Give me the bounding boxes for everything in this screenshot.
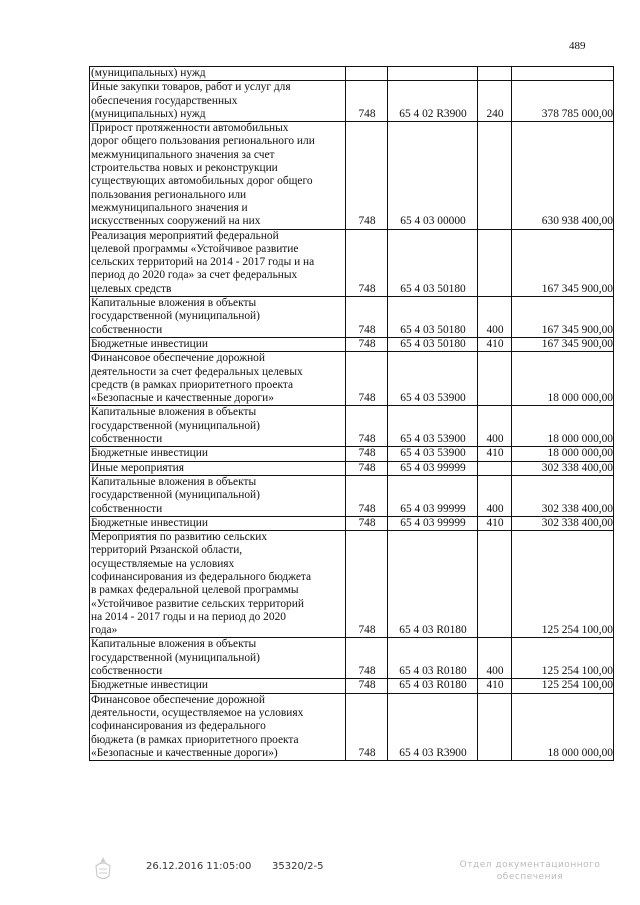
budget-table (89, 66, 614, 761)
row-amount: 167 345 900,00 (512, 229, 614, 296)
row-code: 748 (346, 229, 388, 296)
row-amount: 167 345 900,00 (512, 337, 614, 351)
table-row (90, 693, 614, 760)
row-amount: 125 254 100,00 (512, 531, 614, 638)
row-amount: 302 338 400,00 (512, 516, 614, 530)
footer (0, 859, 640, 889)
row-name: Бюджетные инвестиции (90, 679, 346, 693)
row-amount: 302 338 400,00 (512, 475, 614, 516)
row-type: 410 (478, 516, 512, 530)
row-article: 65 4 03 99999 (388, 516, 478, 530)
row-type (478, 352, 512, 406)
row-name: Финансовое обеспечение дорожной деятельности, осуществляемое на условиях софинансирования из федерального бюджета (в рамках приоритетного проекта «Безопасные и качественные дороги») (90, 693, 346, 760)
row-amount: 167 345 900,00 (512, 297, 614, 338)
row-type (478, 693, 512, 760)
row-article: 65 4 03 R0180 (388, 679, 478, 693)
table-row (90, 679, 614, 693)
row-type: 410 (478, 337, 512, 351)
table-row (90, 67, 614, 81)
row-code: 748 (346, 406, 388, 447)
row-code (346, 67, 388, 81)
row-code: 748 (346, 81, 388, 122)
row-code: 748 (346, 461, 388, 475)
row-type: 400 (478, 406, 512, 447)
row-article: 65 4 03 50180 (388, 297, 478, 338)
row-article: 65 4 03 53900 (388, 447, 478, 461)
row-article: 65 4 03 99999 (388, 461, 478, 475)
row-type: 400 (478, 297, 512, 338)
row-amount: 18 000 000,00 (512, 447, 614, 461)
row-amount (512, 67, 614, 81)
row-article: 65 4 03 50180 (388, 229, 478, 296)
row-article: 65 4 03 99999 (388, 475, 478, 516)
table-row (90, 447, 614, 461)
row-code: 748 (346, 297, 388, 338)
page-number: 489 (569, 40, 586, 52)
row-article: 65 4 03 R0180 (388, 638, 478, 679)
row-amount: 302 338 400,00 (512, 461, 614, 475)
row-amount: 378 785 000,00 (512, 81, 614, 122)
row-name: Реализация мероприятий федеральной целевой программы «Устойчивое развитие сельских территорий на 2014 - 2017 годы и на период до 2020 года» за счет федеральных целевых средств (90, 229, 346, 296)
table-row (90, 516, 614, 530)
row-code: 748 (346, 337, 388, 351)
row-name: Финансовое обеспечение дорожной деятельности за счет федеральных целевых средств (в рамках приоритетного проекта «Безопасные и качественные дороги» (90, 352, 346, 406)
row-amount: 125 254 100,00 (512, 638, 614, 679)
row-name: Прирост протяженности автомобильных дорог общего пользования регионального или межмуниципального значения за счет строительства новых и реконструкции существующих автомобильных дорог общего пользования регионального или межмуниципального значения и искусственных сооружений на них (90, 122, 346, 229)
row-code: 748 (346, 638, 388, 679)
table-row (90, 122, 614, 229)
row-article: 65 4 03 50180 (388, 337, 478, 351)
row-amount: 18 000 000,00 (512, 352, 614, 406)
footer-doc-number: 35320/2-5 (272, 861, 324, 872)
table-row (90, 475, 614, 516)
row-name: (муниципальных) нужд (90, 67, 346, 81)
row-amount: 630 938 400,00 (512, 122, 614, 229)
row-name: Мероприятия по развитию сельских территорий Рязанской области, осуществляемые на условиях софинансирования из федерального бюджета в рамках федеральной целевой программы «Устойчивое развитие сельских территорий на 2014 - 2017 годы и на период до 2020 года» (90, 531, 346, 638)
row-article: 65 4 03 53900 (388, 352, 478, 406)
row-amount: 125 254 100,00 (512, 679, 614, 693)
row-amount: 18 000 000,00 (512, 693, 614, 760)
row-name: Капитальные вложения в объекты государственной (муниципальной) собственности (90, 638, 346, 679)
row-code: 748 (346, 679, 388, 693)
footer-department: Отдел документационного обеспечения (459, 860, 601, 882)
row-code: 748 (346, 475, 388, 516)
row-code: 748 (346, 531, 388, 638)
row-type: 400 (478, 475, 512, 516)
row-name: Бюджетные инвестиции (90, 337, 346, 351)
footer-date: 26.12.2016 11:05:00 (146, 861, 252, 872)
table-row (90, 337, 614, 351)
row-article (388, 67, 478, 81)
emblem-icon (88, 854, 118, 884)
table-row (90, 638, 614, 679)
row-name: Бюджетные инвестиции (90, 516, 346, 530)
row-name: Бюджетные инвестиции (90, 447, 346, 461)
row-code: 748 (346, 122, 388, 229)
row-type (478, 531, 512, 638)
row-type: 400 (478, 638, 512, 679)
row-type: 240 (478, 81, 512, 122)
row-code: 748 (346, 447, 388, 461)
table-row (90, 406, 614, 447)
row-article: 65 4 03 00000 (388, 122, 478, 229)
row-amount: 18 000 000,00 (512, 406, 614, 447)
row-article: 65 4 03 53900 (388, 406, 478, 447)
row-name: Капитальные вложения в объекты государственной (муниципальной) собственности (90, 297, 346, 338)
row-name: Капитальные вложения в объекты государственной (муниципальной) собственности (90, 406, 346, 447)
row-code: 748 (346, 352, 388, 406)
row-article: 65 4 03 R0180 (388, 531, 478, 638)
table-row (90, 352, 614, 406)
table-row (90, 461, 614, 475)
row-type: 410 (478, 447, 512, 461)
row-name: Иные мероприятия (90, 461, 346, 475)
row-code: 748 (346, 516, 388, 530)
row-name: Капитальные вложения в объекты государственной (муниципальной) собственности (90, 475, 346, 516)
row-code: 748 (346, 693, 388, 760)
row-type (478, 67, 512, 81)
row-article: 65 4 03 R3900 (388, 693, 478, 760)
row-type (478, 461, 512, 475)
row-type: 410 (478, 679, 512, 693)
table-row (90, 81, 614, 122)
row-name: Иные закупки товаров, работ и услуг для обеспечения государственных (муниципальных) нужд (90, 81, 346, 122)
table-row (90, 531, 614, 638)
table-row (90, 229, 614, 296)
row-type (478, 229, 512, 296)
row-article: 65 4 02 R3900 (388, 81, 478, 122)
row-type (478, 122, 512, 229)
table-row (90, 297, 614, 338)
